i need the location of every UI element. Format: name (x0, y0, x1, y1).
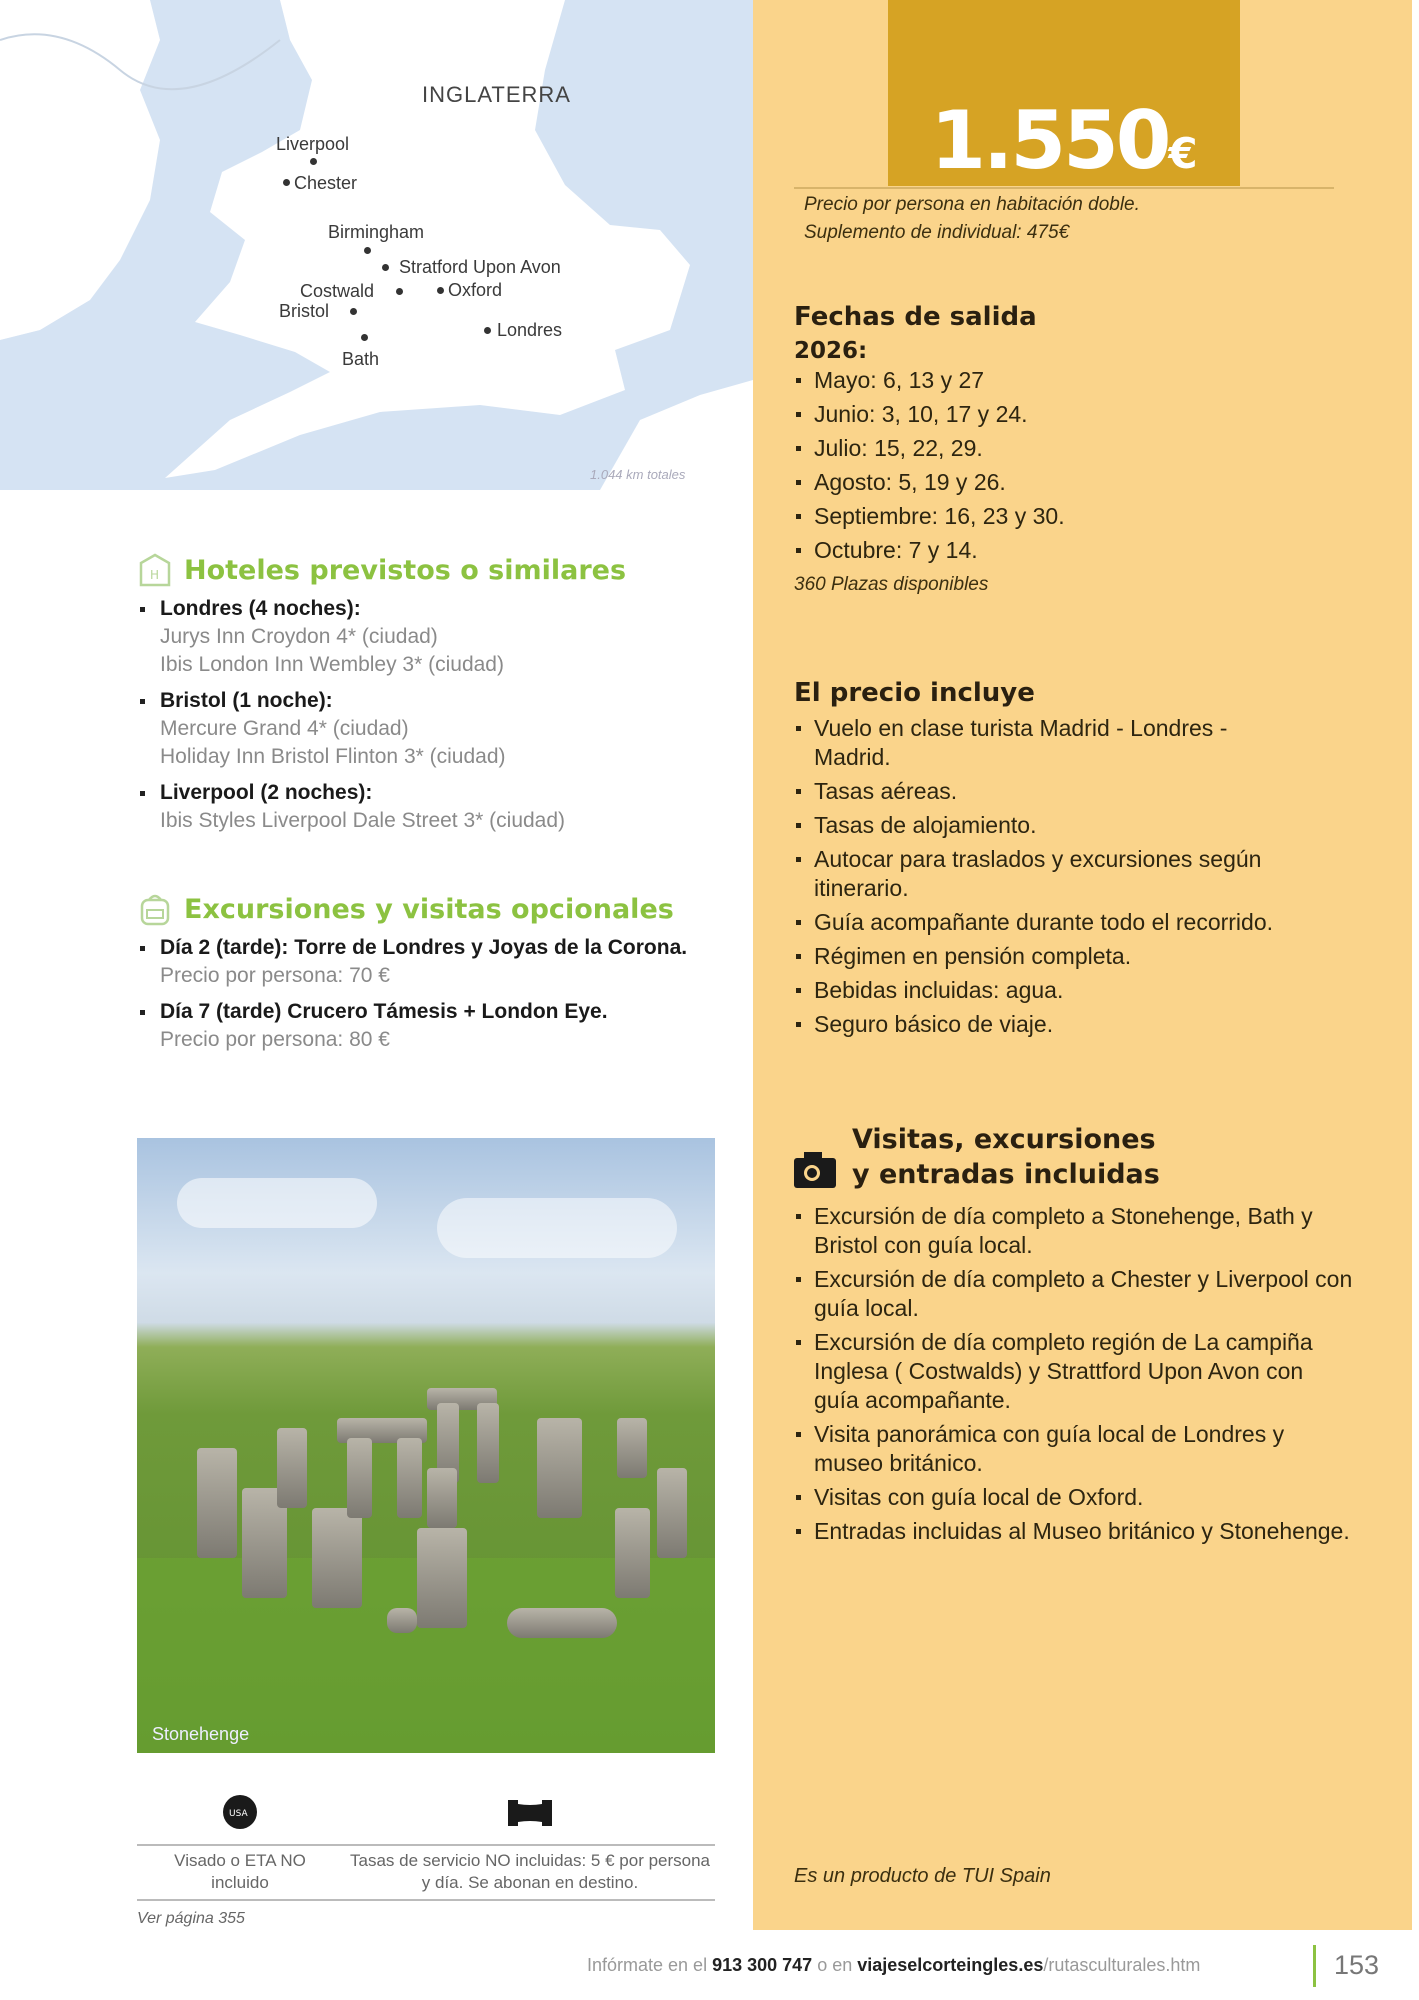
footer-site-link[interactable]: viajeselcorteingles.es (857, 1955, 1044, 1975)
city-liverpool: Liverpool (276, 134, 350, 154)
date-item: Octubre: 7 y 14. (794, 536, 1354, 565)
visits-title-line1: Visitas, excursiones (852, 1124, 1156, 1155)
dates-list (794, 366, 1354, 565)
date-item: Agosto: 5, 19 y 26. (794, 468, 1354, 497)
footer-text: Infórmate en el (587, 1955, 713, 1975)
included-item: Régimen en pensión completa. (794, 942, 1274, 971)
optional-title: Excursiones y visitas opcionales (184, 893, 674, 925)
footer-text: o en (812, 1955, 858, 1975)
dates-section (794, 302, 1354, 599)
city-stratford: Stratford Upon Avon (399, 257, 561, 277)
map-land (0, 0, 753, 490)
city-dot (350, 308, 357, 315)
date-item: Septiembre: 16, 23 y 30. (794, 502, 1354, 531)
hotel-name: Holiday Inn Bristol Flinton 3* (ciudad) (160, 745, 506, 768)
hotel-name: Ibis London Inn Wembley 3* (ciudad) (160, 653, 504, 676)
visit-item: Excursión de día completo a Stonehenge, Bath y Bristol con guía local. (794, 1202, 1354, 1260)
city-dot (437, 287, 444, 294)
date-item: Junio: 3, 10, 17 y 24. (794, 400, 1354, 429)
city-costwald: Costwald (300, 281, 375, 301)
optional-item (138, 934, 698, 990)
price-note-line: Precio por persona en habitación doble. (804, 194, 1140, 215)
hotels-list (138, 595, 738, 835)
svg-text:USA: USA (229, 1809, 248, 1819)
footer-phone[interactable]: 913 300 747 (712, 1955, 813, 1975)
city-dot (361, 334, 368, 341)
footer-path[interactable]: /rutasculturales.htm (1043, 1955, 1201, 1975)
optional-item (138, 998, 698, 1054)
price-amount: 1.550 (930, 94, 1169, 187)
hotels-section (138, 553, 738, 843)
visa-notice: Visado o ETA NO incluido (174, 1851, 306, 1892)
included-item: Tasas aéreas. (794, 777, 1274, 806)
city-dot (484, 327, 491, 334)
price-note (804, 191, 1140, 247)
footer-divider (1313, 1945, 1316, 1987)
hotel-icon (138, 553, 172, 587)
hotel-name: Ibis Styles Liverpool Dale Street 3* (ciudad) (160, 809, 566, 832)
hotel-city: Liverpool (2 noches): (160, 781, 373, 804)
hotel-city: Londres (4 noches): (160, 597, 361, 620)
product-note: Es un producto de TUI Spain (794, 1865, 1051, 1887)
hotel-city: Bristol (1 noche): (160, 689, 333, 712)
date-item: Julio: 15, 22, 29. (794, 434, 1354, 463)
city-dot (382, 264, 389, 271)
city-londres: Londres (497, 320, 563, 340)
dates-title: Fechas de salida (794, 302, 1037, 332)
optional-section (138, 892, 698, 1062)
country-label: INGLATERRA (422, 82, 571, 107)
page-number: 153 (1334, 1950, 1380, 1980)
divider (137, 1899, 715, 1901)
fees-notice: Tasas de servicio NO incluidas: 5 € por persona y día. Se abonan en destino. (350, 1851, 711, 1892)
distance-label: 1.044 km totales (590, 467, 686, 482)
included-item: Seguro básico de viaje. (794, 1010, 1274, 1039)
date-item: Mayo: 6, 13 y 27 (794, 366, 1354, 395)
included-item: Bebidas incluidas: agua. (794, 976, 1274, 1005)
includes-title: El precio incluye (794, 678, 1035, 708)
divider (794, 187, 1334, 189)
optional-name: Día 2 (tarde): Torre de Londres y Joyas de la Corona. (160, 936, 688, 959)
included-item: Tasas de alojamiento. (794, 811, 1274, 840)
optional-name: Día 7 (tarde) Crucero Támesis + London Eye. (160, 1000, 608, 1023)
visit-item: Visitas con guía local de Oxford. (794, 1483, 1354, 1512)
price (888, 96, 1240, 199)
city-bristol: Bristol (279, 301, 330, 321)
includes-section (794, 678, 1274, 1044)
stonehenge-photo (137, 1138, 715, 1753)
price-currency: € (1168, 129, 1198, 178)
city-oxford: Oxford (448, 280, 503, 300)
backpack-icon (138, 892, 172, 926)
city-dot (283, 179, 290, 186)
visits-title-line2: y entradas incluidas (852, 1159, 1160, 1190)
city-birmingham: Birmingham (328, 222, 425, 242)
city-dot (364, 247, 371, 254)
camera-icon (794, 1152, 836, 1188)
divider (137, 1844, 715, 1846)
city-dot (396, 288, 403, 295)
optional-price: Precio por persona: 80 € (160, 1028, 390, 1051)
city-bath: Bath (342, 349, 380, 369)
optional-list (138, 934, 698, 1054)
hotel-group (138, 595, 738, 679)
city-chester: Chester (294, 173, 358, 193)
dates-year: 2026: (794, 338, 868, 364)
visit-item: Entradas incluidas al Museo británico y Stonehenge. (794, 1517, 1354, 1546)
visa-icon (222, 1794, 258, 1830)
visits-section (794, 1122, 1354, 1551)
optional-price: Precio por persona: 70 € (160, 964, 390, 987)
seats-available: 360 Plazas disponibles (794, 574, 989, 595)
included-item: Vuelo en clase turista Madrid - Londres - Madrid. (794, 714, 1274, 772)
city-dot (310, 158, 317, 165)
hotel-name: Jurys Inn Croydon 4* (ciudad) (160, 625, 438, 648)
visit-item: Visita panorámica con guía local de Londres y museo británico. (794, 1420, 1354, 1478)
footer-contact (587, 1955, 1200, 1976)
hotel-name: Mercure Grand 4* (ciudad) (160, 717, 409, 740)
includes-list (794, 714, 1274, 1039)
visits-list (794, 1202, 1354, 1546)
visit-item: Excursión de día completo a Chester y Liverpool con guía local. (794, 1265, 1354, 1323)
route-map (0, 0, 753, 490)
ticket-icon (508, 1800, 552, 1826)
hotel-group (138, 687, 738, 771)
visit-item: Excursión de día completo región de La campiña Inglesa ( Costwalds) y Strattford Upon Avon con guía acompañante. (794, 1328, 1354, 1415)
included-item: Autocar para traslados y excursiones según itinerario. (794, 845, 1274, 903)
see-page-note: Ver página 355 (137, 1910, 245, 1927)
hotels-title: Hoteles previstos o similares (184, 554, 627, 586)
single-supplement: Suplemento de individual: 475€ (804, 222, 1070, 243)
photo-caption: Stonehenge (152, 1724, 250, 1744)
included-item: Guía acompañante durante todo el recorrido. (794, 908, 1274, 937)
svg-text:H: H (150, 568, 160, 582)
hotel-group (138, 779, 738, 835)
